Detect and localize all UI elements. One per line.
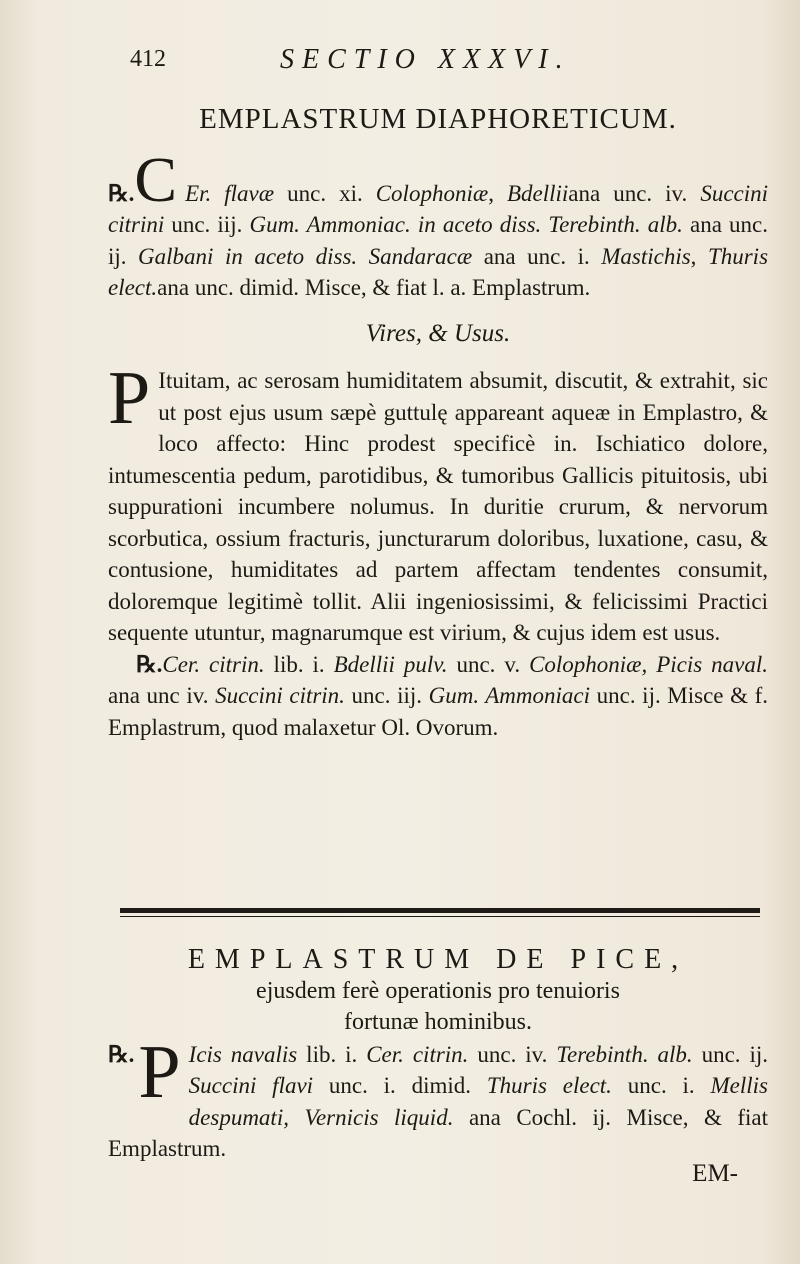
recipe-text: Icis navalis xyxy=(188,1041,298,1067)
recipe-symbol: ℞. xyxy=(108,180,135,206)
recipe-paragraph xyxy=(108,1029,768,1165)
recipe-text: ana unc iv. xyxy=(108,683,216,708)
recipe-text: unc. ij. Misce & f. Emplastrum, quod malaxetur Ol. Ovorum. xyxy=(108,683,769,740)
recipe-text: Terebinth. alb. xyxy=(556,1041,693,1067)
recipe-text: unc. xi. xyxy=(274,180,376,206)
recipe-text: , xyxy=(488,180,507,206)
recipe-text: unc. v. xyxy=(447,651,530,677)
recipe-text: ana Cochl. ij. Misce, & fiat Emplastrum. xyxy=(108,1104,768,1161)
recipe-text: unc. iij. xyxy=(164,212,250,237)
section-heading: EMPLASTRUM DE PICE, xyxy=(187,944,689,975)
running-title: SECTIO XXXVI. xyxy=(280,44,571,75)
heading-subline: ejusdem ferè operationis pro tenuioris xyxy=(256,977,620,1004)
recipe-text: Mellis despumati, Vernicis liquid. xyxy=(188,1073,768,1130)
recipe-text: Succini citrin. xyxy=(215,683,345,708)
recipe-text: Thuris elect. xyxy=(108,243,769,300)
subheading-vires-usus: Vires, & Usus. xyxy=(365,319,511,347)
body-text: Ituitam, ac serosam humiditatem absumit, discutit, & extrahit, sic ut post ejus usum sæpè guttulę appareant aqueæ in Emplastro, & loco affecto: Hinc prodest specificè in. Ischiatico dolore, intumescentia pedum, parotidibus, & tumoribus Gallicis pituitosis, ubi suppurationi incumbere nolumus. In duritie crurum, & nervorum scorbutica, ossium fracturis, juncturarum doloribus, luxatione, casu, & contusione, humiditates ad partem affectam tendentes consumit, doloremque legitimè tollit. Alii ingeniosissimi, & felicissimi Practici sequente utuntur, magnarumque est virium, & cujus idem est usus. xyxy=(108,368,768,645)
recipe-paragraph-2 xyxy=(108,649,768,744)
recipe-paragraph xyxy=(108,143,769,304)
section-heading: EMPLASTRUM DIAPHORETICUM. xyxy=(199,103,677,135)
drop-cap-p: P xyxy=(108,356,151,440)
section-emplastrum-diaphoreticum xyxy=(108,104,768,743)
recipe-symbol: ℞. xyxy=(136,651,163,677)
recipe-text: Bdellii pulv. xyxy=(333,651,448,677)
recipe-text: Bdellii xyxy=(506,180,569,206)
body-paragraph xyxy=(108,356,768,649)
recipe-text: Colophoniæ xyxy=(375,180,489,206)
recipe-text: unc. iij. xyxy=(344,683,429,708)
recipe-text: lib. i. xyxy=(297,1041,367,1067)
recipe-text: Cer. citrin. xyxy=(162,651,265,677)
recipe-text: Succini flavi xyxy=(188,1073,314,1098)
recipe-text: Cer. citrin. xyxy=(366,1041,469,1067)
recipe-text: Gum. Ammoniaci xyxy=(428,683,591,708)
recipe-text: Mastichis xyxy=(601,243,691,269)
recipe-text: unc. i. dimid. xyxy=(313,1073,487,1098)
catchword: EM- xyxy=(692,1160,738,1187)
section-emplastrum-de-pice xyxy=(108,944,768,1165)
recipe-text: ana unc. iv. xyxy=(568,180,701,206)
heading-subline: fortunæ hominibus. xyxy=(343,1009,532,1035)
section-divider xyxy=(120,908,760,913)
recipe-text: Galbani in aceto diss. Sandaracæ xyxy=(138,243,473,269)
recipe-text: lib. i. xyxy=(264,651,334,677)
recipe-text: unc. ij. xyxy=(692,1041,768,1067)
recipe-text: ana unc. dimid. Misce, & fiat l. a. Emplastrum. xyxy=(157,275,591,300)
recipe-text: , xyxy=(690,243,708,269)
page-number: 412 xyxy=(130,46,166,72)
recipe-symbol: ℞. xyxy=(108,1041,135,1067)
drop-cap-c: C xyxy=(134,143,178,215)
recipe-text: unc. i. xyxy=(611,1073,711,1098)
recipe-text: unc. iv. xyxy=(468,1041,557,1067)
recipe-text: Thuris elect. xyxy=(486,1073,612,1098)
recipe-text: Succini citrini xyxy=(108,180,769,237)
recipe-text: ana unc. ij. xyxy=(108,212,768,269)
recipe-text: Er. flavæ xyxy=(185,180,275,206)
drop-cap-p: P xyxy=(138,1029,181,1114)
section-divider-thin xyxy=(120,916,760,917)
recipe-text: Gum. Ammoniac. in aceto diss. Terebinth. alb. xyxy=(249,212,683,237)
recipe-text: Colophoniæ, Picis naval. xyxy=(529,651,768,677)
recipe-text: ana unc. i. xyxy=(472,243,602,269)
